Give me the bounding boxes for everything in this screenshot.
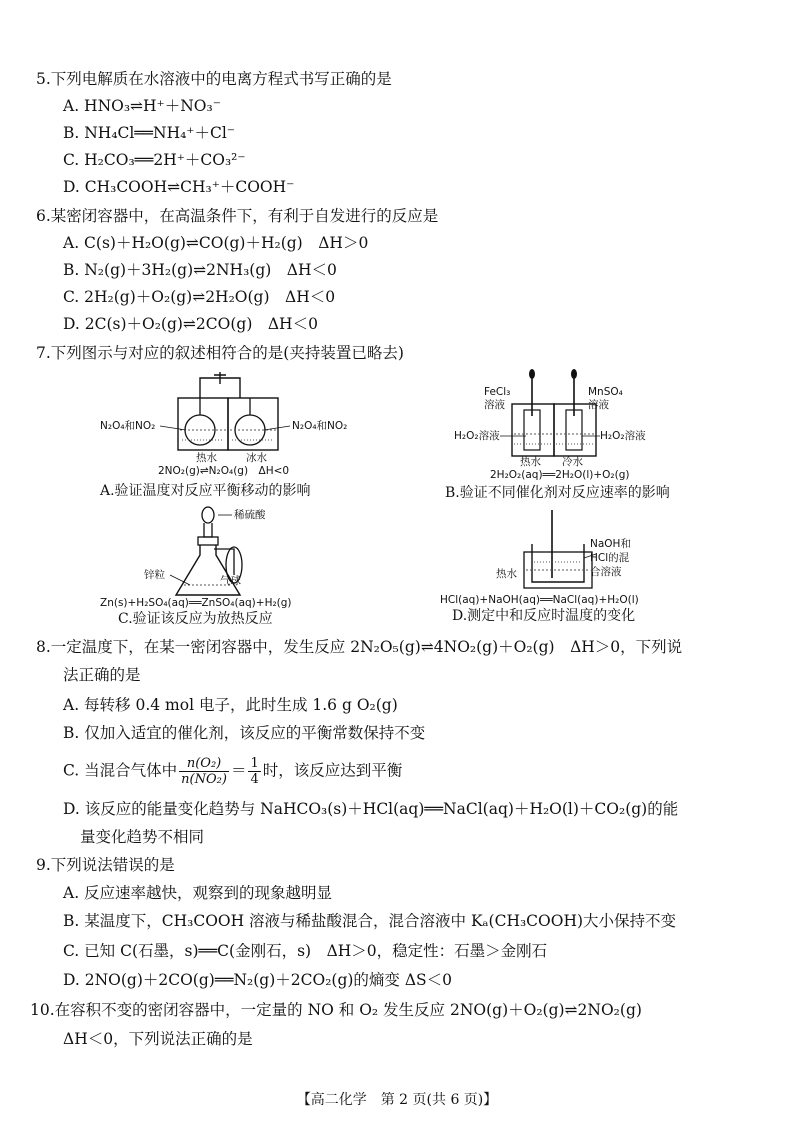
question-8-stem-line-2: 法正确的是: [63, 666, 141, 684]
figure-b: [450, 368, 710, 503]
question-6-option-d: D. 2C(s)＋O₂(g)⇌2CO(g) ΔH＜0: [63, 315, 318, 333]
figure-b-mnso4: MnSO₄: [588, 386, 623, 398]
fraction-n-o2-over-n-no2: [179, 756, 229, 787]
figure-c-equation: Zn(s)+H₂SO₄(aq)══ZnSO₄(aq)+H₂(g): [100, 597, 292, 609]
question-5-option-d: D. CH₃COOH⇌CH₃⁺＋COOH⁻: [63, 178, 295, 196]
figure-b-hot-water: 热水: [520, 456, 541, 468]
figure-c-zinc-label: 锌粒: [144, 569, 165, 581]
question-9-option-c: C. 已知 C(石墨，s)══C(金刚石，s) ΔH＞0，稳定性：石墨＞金刚石: [63, 942, 548, 960]
question-5-option-b: B. NH₄Cl══NH₄⁺＋Cl⁻: [63, 124, 235, 142]
question-9-option-b: B. 某温度下，CH₃COOH 溶液与稀盐酸混合，混合溶液中 Kₐ(CH₃COOH)大小保持不变: [63, 912, 677, 930]
question-6-option-b: B. N₂(g)＋3H₂(g)⇌2NH₃(g) ΔH＜0: [63, 261, 337, 279]
equals-sign: ＝: [230, 761, 247, 780]
figure-c: [100, 505, 360, 615]
figure-c-acid-label: 稀硫酸: [234, 509, 266, 521]
question-8-option-c-suffix: 时，该反应达到平衡: [262, 761, 403, 780]
question-8-option-d-line-1: D. 该反应的能量变化趋势与 NaHCO₃(s)＋HCl(aq)══NaCl(aq)＋H₂O(l)＋CO₂(g)的能: [63, 800, 679, 818]
figure-c-caption: C.验证该反应为放热反应: [118, 611, 273, 627]
figure-b-fecl3: FeCl₃: [484, 386, 511, 398]
question-9-option-d: D. 2NO(g)＋2CO(g)══N₂(g)＋2CO₂(g)的熵变 ΔS＜0: [63, 971, 453, 989]
question-5-option-a: A. HNO₃⇌H⁺＋NO₃⁻: [63, 97, 221, 115]
figure-d-naoh-label: NaOH和: [590, 538, 631, 550]
figure-d-hot-water: 热水: [496, 568, 517, 580]
question-7-stem: 7.下列图示与对应的叙述相符合的是(夹持装置已略去): [36, 344, 404, 362]
question-5-option-c: C. H₂CO₃══2H⁺＋CO₃²⁻: [63, 151, 246, 169]
question-6-option-c: C. 2H₂(g)＋O₂(g)⇌2H₂O(g) ΔH＜0: [63, 288, 336, 306]
question-8-option-c: [63, 756, 402, 787]
figure-c-balloon-label: 气球: [220, 575, 241, 587]
figure-d-caption: D.测定中和反应时温度的变化: [452, 608, 636, 624]
figure-d-hcl-label: HCl的混: [590, 552, 630, 564]
question-9-option-a: A. 反应速率越快，观察到的现象越明显: [63, 884, 333, 902]
figure-a-equation: 2NO₂(g)⇌N₂O₄(g) ΔH<0: [158, 465, 290, 477]
figure-d: [440, 508, 710, 613]
fraction-numerator: n(O₂): [179, 756, 229, 772]
figure-d-mix-label: 合溶液: [590, 566, 622, 578]
question-6-option-a: A. C(s)＋H₂O(g)⇌CO(g)＋H₂(g) ΔH＞0: [63, 234, 369, 252]
figure-b-h2o2-right: H₂O₂溶液: [600, 430, 646, 442]
question-10-stem-line-2: ΔH＜0，下列说法正确的是: [63, 1030, 253, 1048]
fraction-denominator-four: 4: [250, 772, 259, 787]
figure-a-caption: A.验证温度对反应平衡移动的影响: [100, 483, 311, 499]
question-6-stem: 6.某密闭容器中，在高温条件下，有利于自发进行的反应是: [36, 207, 439, 225]
figure-b-cold-water: 冷水: [562, 456, 583, 468]
question-8-option-a: A. 每转移 0.4 mol 电子，此时生成 1.6 g O₂(g): [63, 696, 398, 714]
fraction-one-quarter: [248, 756, 260, 787]
question-5-stem: 5.下列电解质在水溶液中的电离方程式书写正确的是: [36, 70, 392, 88]
figure-b-fecl3-solution: 溶液: [484, 399, 505, 411]
figure-d-apparatus: [440, 508, 710, 598]
figure-d-equation: HCl(aq)+NaOH(aq)══NaCl(aq)+H₂O(l): [440, 594, 639, 606]
fraction-numerator-one: 1: [250, 756, 259, 771]
figure-b-mnso4-solution: 溶液: [588, 399, 609, 411]
figure-a-ice-water: 冰水: [246, 452, 267, 464]
figure-b-equation: 2H₂O₂(aq)══2H₂O(l)+O₂(g): [490, 469, 630, 481]
question-8-option-d-line-2: 量变化趋势不相同: [80, 828, 205, 846]
fraction-denominator: n(NO₂): [181, 772, 227, 787]
question-8-option-c-prefix: C. 当混合气体中: [63, 761, 178, 780]
figure-a-label-left: N₂O₄和NO₂: [100, 420, 156, 432]
figure-a-label-right: N₂O₄和NO₂: [292, 420, 348, 432]
page-footer: 【高二化学 第 2 页(共 6 页)】: [296, 1092, 498, 1108]
question-8-stem-line-1: 8.一定温度下，在某一密闭容器中，发生反应 2N₂O₅(g)⇌4NO₂(g)＋O₂(g) ΔH＞0，下列说: [36, 638, 683, 656]
question-9-stem: 9.下列说法错误的是: [36, 856, 175, 874]
figure-a-hot-water: 热水: [196, 452, 217, 464]
figure-c-apparatus: [100, 505, 360, 605]
figure-b-caption: B.验证不同催化剂对反应速率的影响: [445, 485, 670, 501]
figure-b-h2o2-left: H₂O₂溶液: [454, 430, 500, 442]
question-10-stem-line-1: 10.在容积不变的密闭容器中，一定量的 NO 和 O₂ 发生反应 2NO(g)＋O₂(g)⇌2NO₂(g): [30, 1001, 642, 1019]
question-8-option-b: B. 仅加入适宜的催化剂，该反应的平衡常数保持不变: [63, 724, 426, 742]
